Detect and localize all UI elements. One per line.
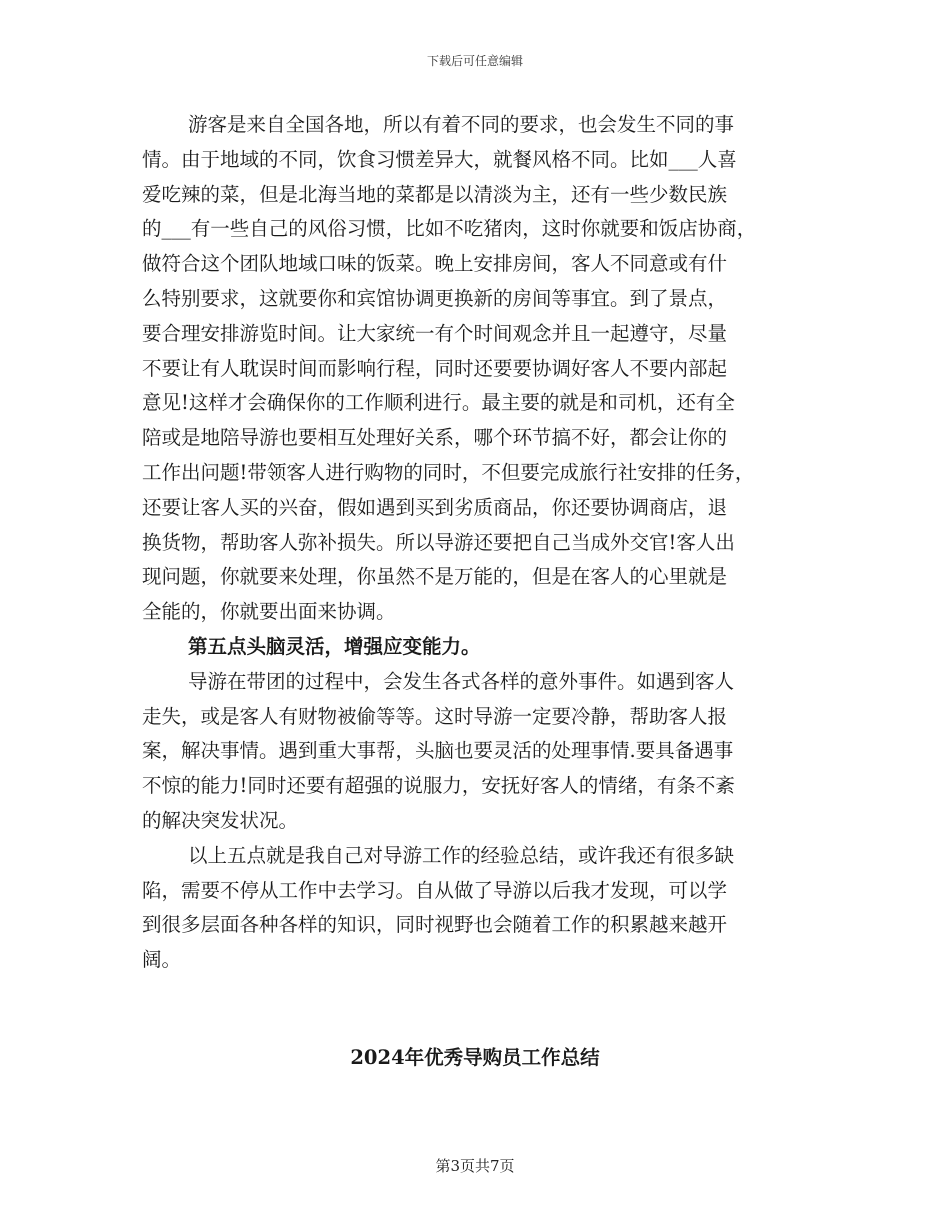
page-footer: 第3页共7页 [435, 1157, 515, 1175]
heading-line: 第五点头脑灵活，增强应变能力。 [188, 634, 481, 658]
text-line: 的解决突发状况。 [142, 808, 299, 832]
text-line: 阔。 [142, 948, 182, 972]
text-line: 不惊的能力!同时还要有超强的说服力，安抚好客人的情绪，有条不紊 [142, 774, 735, 798]
text-line: 不要让有人耽误时间而影响行程，同时还要要协调好客人不要内部起 [142, 356, 728, 380]
text-line: 意见!这样才会确保你的工作顺利进行。最主要的就是和司机，还有全 [142, 391, 735, 415]
text-line: 么特别要求，这就要你和宾馆协调更换新的房间等事宜。到了景点， [142, 286, 728, 310]
text-line: 工作出问题!带领客人进行购物的同时，不但要完成旅行社安排的任务， [142, 460, 755, 484]
text-line: 现问题，你就要来处理，你虽然不是万能的，但是在客人的心里就是 [142, 565, 728, 589]
text-line: 到很多层面各种各样的知识，同时视野也会随着工作的积累越来越开 [142, 913, 728, 937]
text-line: 换货物，帮助客人弥补损失。所以导游还要把自己当成外交官!客人出 [142, 530, 735, 554]
next-document-title: 2024年优秀导购员工作总结 [350, 1046, 600, 1069]
text-line: 要合理安排游览时间。让大家统一有个时间观念并且一起遵守，尽量 [142, 321, 728, 345]
text-line: 走失，或是客人有财物被偷等等。这时导游一定要冷静，帮助客人报 [142, 704, 728, 728]
section-heading [142, 630, 808, 665]
text-line: 情。由于地域的不同，饮食习惯差异大，就餐风格不同。比如___人喜 [142, 147, 737, 171]
text-line: 爱吃辣的菜，但是北海当地的菜都是以清淡为主，还有一些少数民族 [142, 182, 728, 206]
page-header: 下载后可任意编辑 [426, 54, 523, 68]
paragraph-service-coordination [142, 108, 808, 630]
text-line: 的___有一些自己的风俗习惯，比如不吃猪肉，这时你就要和饭店协商， [142, 217, 757, 241]
text-line: 游客是来自全国各地，所以有着不同的要求，也会发生不同的事 [188, 113, 735, 136]
text-line: 陪或是地陪导游也要相互处理好关系，哪个环节搞不好，都会让你的 [142, 426, 728, 450]
text-line: 还要让客人买的兴奋，假如遇到买到劣质商品，你还要协调商店，退 [142, 495, 728, 519]
text-line: 案，解决事情。遇到重大事帮，头脑也要灵活的处理事情.要具备遇事 [142, 739, 734, 763]
document-body [142, 108, 808, 978]
paragraph-adaptability [142, 665, 808, 839]
text-line: 全能的，你就要出面来协调。 [142, 600, 396, 624]
text-line: 陷，需要不停从工作中去学习。自从做了导游以后我才发现，可以学 [142, 878, 728, 902]
text-line: 以上五点就是我自己对导游工作的经验总结，或许我还有很多缺 [188, 843, 735, 867]
text-line: 导游在带团的过程中，会发生各式各样的意外事件。如遇到客人 [188, 669, 735, 693]
paragraph-conclusion [142, 839, 808, 978]
text-line: 做符合这个团队地域口味的饭菜。晚上安排房间，客人不同意或有什 [142, 252, 728, 276]
